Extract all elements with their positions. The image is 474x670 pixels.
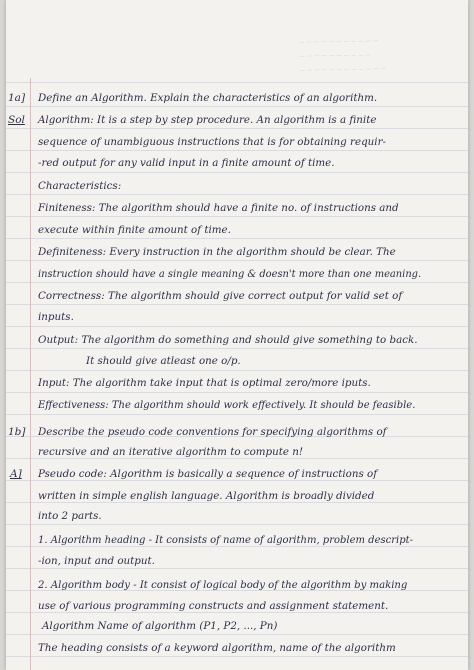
question-text: recursive and an iterative algorithm to compute n!: [38, 446, 304, 458]
ruled-line: [6, 348, 468, 349]
ruled-line: [6, 524, 468, 525]
question-number: 1a]: [8, 92, 26, 104]
ruled-line: [6, 326, 468, 327]
characteristics-heading: Characteristics:: [38, 180, 122, 192]
characteristic-finiteness: Finiteness: The algorithm should have a finite no. of instructions and: [38, 202, 399, 214]
answer-label: Sol: [8, 114, 25, 126]
ruled-line: [6, 216, 468, 217]
answer-line: sequence of unambiguous instructions that is for obtaining requir-: [38, 136, 386, 148]
ruled-line: [6, 392, 468, 393]
answer-line: Algorithm Name of algorithm (P1, P2, ..., Pn): [42, 620, 278, 632]
ruled-line: [6, 238, 468, 239]
ruled-line: [6, 568, 468, 569]
answer-line: 2. Algorithm body - It consist of logical body of the algorithm by making: [38, 580, 408, 591]
answer-line: Pseudo code: Algorithm is basically a sequence of instructions of: [38, 468, 378, 480]
characteristic-effectiveness: Effectiveness: The algorithm should work effectively. It should be feasible.: [38, 400, 416, 411]
answer-line: into 2 parts.: [38, 510, 102, 522]
characteristic-correctness: Correctness: The algorithm should give correct output for valid set of: [38, 290, 403, 302]
ruled-line: [6, 172, 468, 173]
answer-line: Algorithm: It is a step by step procedure. An algorithm is a finite: [38, 114, 377, 126]
answer-line: -ion, input and output.: [38, 555, 155, 567]
characteristic-line: inputs.: [38, 311, 74, 323]
answer-line: use of various programming constructs and assignment statement.: [38, 600, 389, 612]
ruled-line: [6, 634, 468, 635]
ruled-line: [6, 304, 468, 305]
margin-line: [30, 78, 31, 670]
ruled-line: [6, 150, 468, 151]
characteristic-input: Input: The algorithm take input that is optimal zero/more iputs.: [38, 377, 371, 389]
answer-line: written in simple english language. Algorithm is broadly divided: [38, 490, 375, 502]
answer-line: -red output for any valid input in a finite amount of time.: [38, 157, 335, 169]
ruled-line: [6, 656, 468, 657]
ruled-line: [6, 128, 468, 129]
characteristic-definiteness: Definiteness: Every instruction in the algorithm should be clear. The: [38, 246, 396, 258]
show-through-text: _ _ _ _ _ _ _ _ _ _ _ _ _ _ _ _ _ _ _ _ _ _ _ _ _ _ _ _ _ _ _ _ _: [299, 31, 386, 72]
ruled-line: [6, 414, 468, 415]
ruled-line: [6, 106, 468, 107]
answer-line: The heading consists of a keyword algorithm, name of the algorithm: [38, 642, 396, 654]
ruled-line: [6, 370, 468, 371]
answer-line: 1. Algorithm heading - It consists of name of algorithm, problem descript-: [38, 535, 414, 546]
notebook-page: [6, 0, 468, 670]
characteristic-output: Output: The algorithm do something and should give something to back.: [38, 334, 418, 346]
ruled-line: [6, 194, 468, 195]
question-number: 1b]: [8, 426, 26, 438]
question-text: Define an Algorithm. Explain the characteristics of an algorithm.: [38, 92, 378, 104]
answer-label: A]: [10, 468, 22, 480]
question-text: Describe the pseudo code conventions for specifying algorithms of: [38, 426, 387, 438]
characteristic-line: execute within finite amount of time.: [38, 224, 231, 236]
ruled-line: [6, 82, 468, 83]
characteristic-line: It should give atleast one o/p.: [86, 355, 241, 367]
characteristic-line: instruction should have a single meaning & doesn't more than one meaning.: [38, 269, 422, 280]
ruled-line: [6, 260, 468, 261]
ruled-line: [6, 282, 468, 283]
